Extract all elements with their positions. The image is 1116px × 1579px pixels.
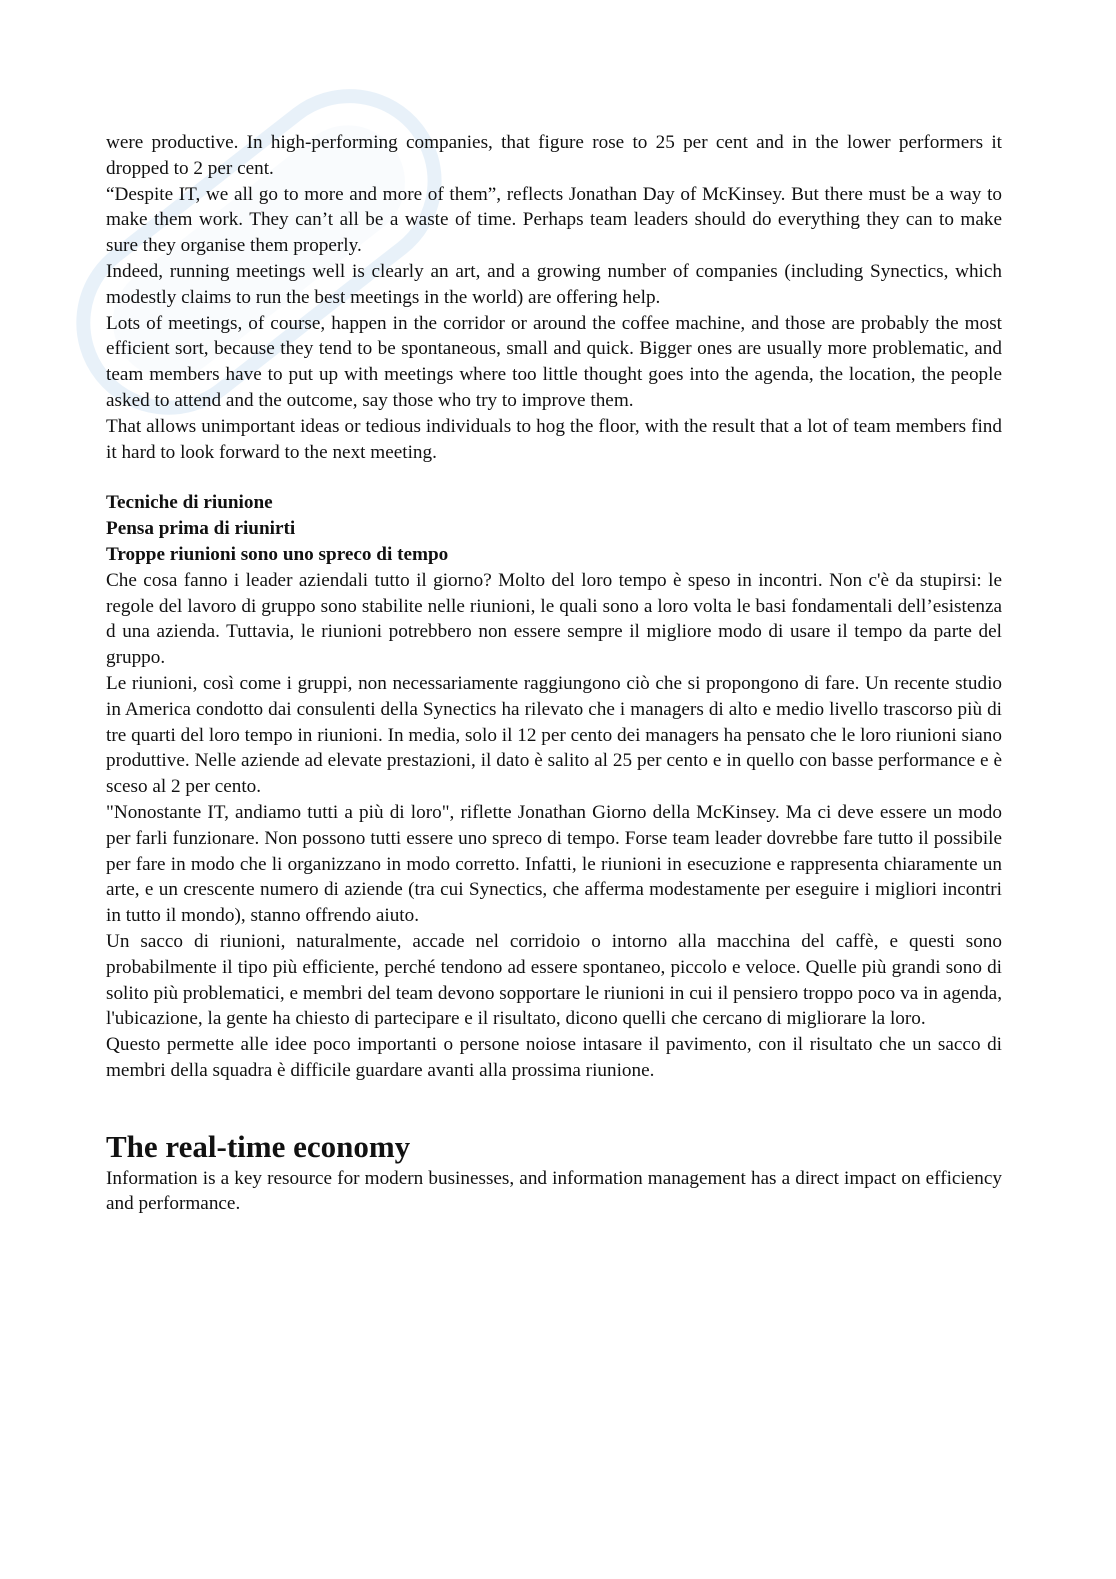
document-body (106, 130, 1002, 1217)
section-lead: Information is a key resource for modern businesses, and information management has a direct impact on efficiency and performance. (106, 1167, 1002, 1215)
paragraph: Indeed, running meetings well is clearly an art, and a growing number of companies (including Synectics, which modestly claims to run the best meetings in the world) are offering help. (106, 260, 1002, 308)
section-subheading: Troppe riunioni sono uno spreco di tempo (106, 543, 449, 565)
italian-text (106, 568, 1002, 1084)
paragraph: Un sacco di riunioni, naturalmente, accade nel corridoio o intorno alla macchina del caffè, e questi sono probabilmente il tipo più efficiente, perché tendono ad essere spontaneo, piccolo e veloce. Quelle più grandi sono di solito più problematici, e membri del team devono sopportare le riunioni in cui il pensiero troppo poco va in agenda, l'ubicazione, la gente ha chiesto di partecipare e il risultato, dicono quelli che cercano di migliorare la loro. (106, 930, 1002, 1030)
paragraph: were productive. In high-performing companies, that figure rose to 25 per cent and in the lower performers it dropped to 2 per cent. (106, 132, 1002, 179)
paragraph: Questo permette alle idee poco importanti o persone noiose intasare il pavimento, con il risultato che un sacco di membri della squadra è difficile guardare avanti alla prossima riunione. (106, 1034, 1002, 1081)
section-heading: Tecniche di riunione (106, 492, 273, 514)
section-subheading: Pensa prima di riunirti (106, 518, 296, 540)
paragraph: Le riunioni, così come i gruppi, non necessariamente raggiungono ciò che si propongono di fare. Un recente studio in America condotto dai consulenti della Synectics ha rilevato che i managers di alto e medio livello trascorso più di tre quarti del loro tempo in riunioni. In media, solo il 12 per cento dei managers ha pensato che le loro riunioni siano produttive. Nelle aziende ad elevate prestazioni, il dato è salito al 25 per cento e in quello con basse performance e è sceso al 2 per cento. (106, 672, 1002, 798)
paragraph: Lots of meetings, of course, happen in the corridor or around the coffee machine, and those are probably the most efficient sort, because they tend to be spontaneous, small and quick. Bigger ones are usually more problematic, and team members have to put up with meetings where too little thought goes into the agenda, the location, the people asked to attend and the outcome, say those who try to improve them. (106, 312, 1002, 411)
real-time-economy-section (106, 1128, 1002, 1218)
paragraph: “Despite IT, we all go to more and more of them”, reflects Jonathan Day of McKinsey. But there must be a way to make them work. They can’t all be a waste of time. Perhaps team leaders should do everything they can to make sure they organise them properly. (106, 183, 1002, 257)
paragraph: Che cosa fanno i leader aziendali tutto il giorno? Molto del loro tempo è speso in incontri. Non c'è da stupirsi: le regole del lavoro di gruppo sono stabilite nelle riunioni, le quali sono a loro volta le basi fondamentali dell’esistenza d una azienda. Tuttavia, le riunioni potrebbero non essere sempre il migliore modo di usare il tempo da parte del gruppo. (106, 569, 1002, 669)
section-title: The real-time economy (106, 1128, 411, 1164)
paragraph: "Nonostante IT, andiamo tutti a più di loro", riflette Jonathan Giorno della McKinsey. Ma ci deve essere un modo per farli funzionare. Non possono tutti essere uno spreco di tempo. Forse team leader dovrebbe fare tutto il possibile per fare in modo che li organizzano in modo corretto. Infatti, le riunioni in esecuzione e rappresenta chiaramente un arte, e un crescente numero di aziende (tra cui Synectics, che afferma modestamente per eseguire i migliori incontri in tutto il mondo), stanno offrendo aiuto. (106, 801, 1002, 927)
italian-headings (106, 490, 1002, 567)
english-text (106, 130, 1002, 465)
paragraph: That allows unimportant ideas or tedious individuals to hog the floor, with the result that a lot of team members find it hard to look forward to the next meeting. (106, 415, 1002, 463)
